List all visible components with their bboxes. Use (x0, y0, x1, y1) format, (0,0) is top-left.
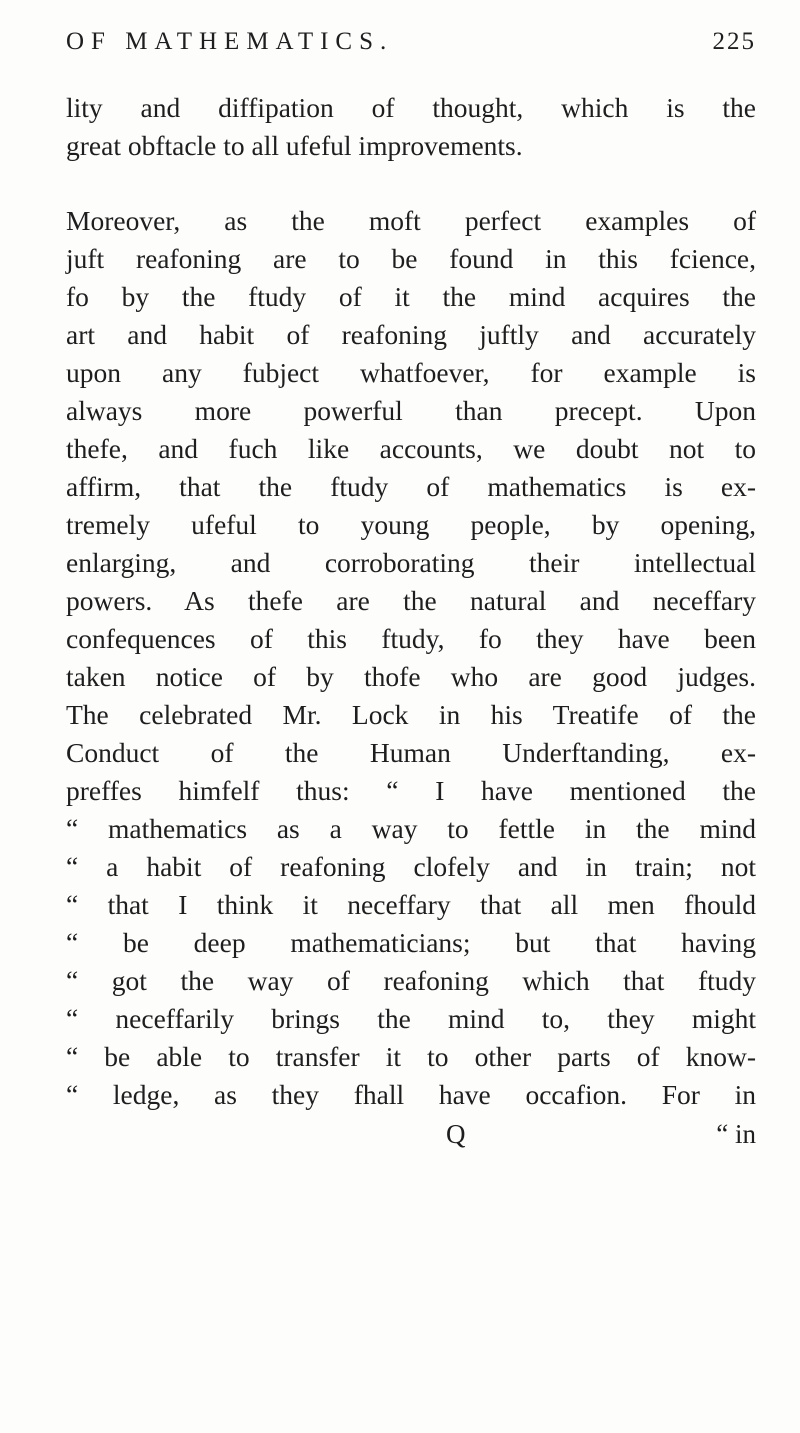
text-line: “ a habit of reafoning clofely and in train; not (66, 851, 756, 882)
text-line: taken notice of by thofe who are good judges. (66, 661, 756, 692)
text-line: lity and diffipation of thought, which is the (66, 92, 756, 123)
text-line: affirm, that the ftudy of mathematics is ex- (66, 471, 756, 502)
text-line: “ ledge, as they fhall have occafion. For in (66, 1079, 756, 1110)
running-header (66, 28, 756, 68)
text-line: preffes himfelf thus: “ I have mentioned the (66, 775, 756, 806)
text-line: confequences of this ftudy, fo they have been (66, 623, 756, 654)
text-line: fo by the ftudy of it the mind acquires the (66, 281, 756, 312)
signature-mark: Q (446, 1119, 466, 1149)
text-line: Conduct of the Human Underftanding, ex- (66, 737, 756, 768)
page-number: 225 (712, 28, 756, 55)
text-line: thefe, and fuch like accounts, we doubt not to (66, 433, 756, 464)
text-line: enlarging, and corroborating their intellectual (66, 547, 756, 578)
text-line: powers. As thefe are the natural and neceffary (66, 585, 756, 616)
text-line: “ be deep mathematicians; but that having (66, 927, 756, 958)
text-line: tremely ufeful to young people, by opening, (66, 509, 756, 540)
text-line: “ that I think it neceffary that all men fhould (66, 889, 756, 920)
text-line: “ mathematics as a way to fettle in the mind (66, 813, 756, 844)
text-line: Moreover, as the moft perfect examples of (66, 205, 756, 236)
text-line: art and habit of reafoning juftly and accurately (66, 319, 756, 350)
text-line: “ got the way of reafoning which that ftudy (66, 965, 756, 996)
page-footer (66, 1119, 756, 1159)
text-line: “ be able to transfer it to other parts of know- (66, 1041, 756, 1072)
running-title: OF MATHEMATICS. (66, 28, 394, 55)
text-line: The celebrated Mr. Lock in his Treatife of the (66, 699, 756, 730)
text-line: upon any fubject whatfoever, for example is (66, 357, 756, 388)
text-line: always more powerful than precept. Upon (66, 395, 756, 426)
text-line: great obftacle to all ufeful improvements. (66, 130, 523, 161)
text-line: “ neceffarily brings the mind to, they might (66, 1003, 756, 1034)
text-line: juft reafoning are to be found in this fcience, (66, 243, 756, 274)
catchword: “ in (716, 1119, 756, 1149)
